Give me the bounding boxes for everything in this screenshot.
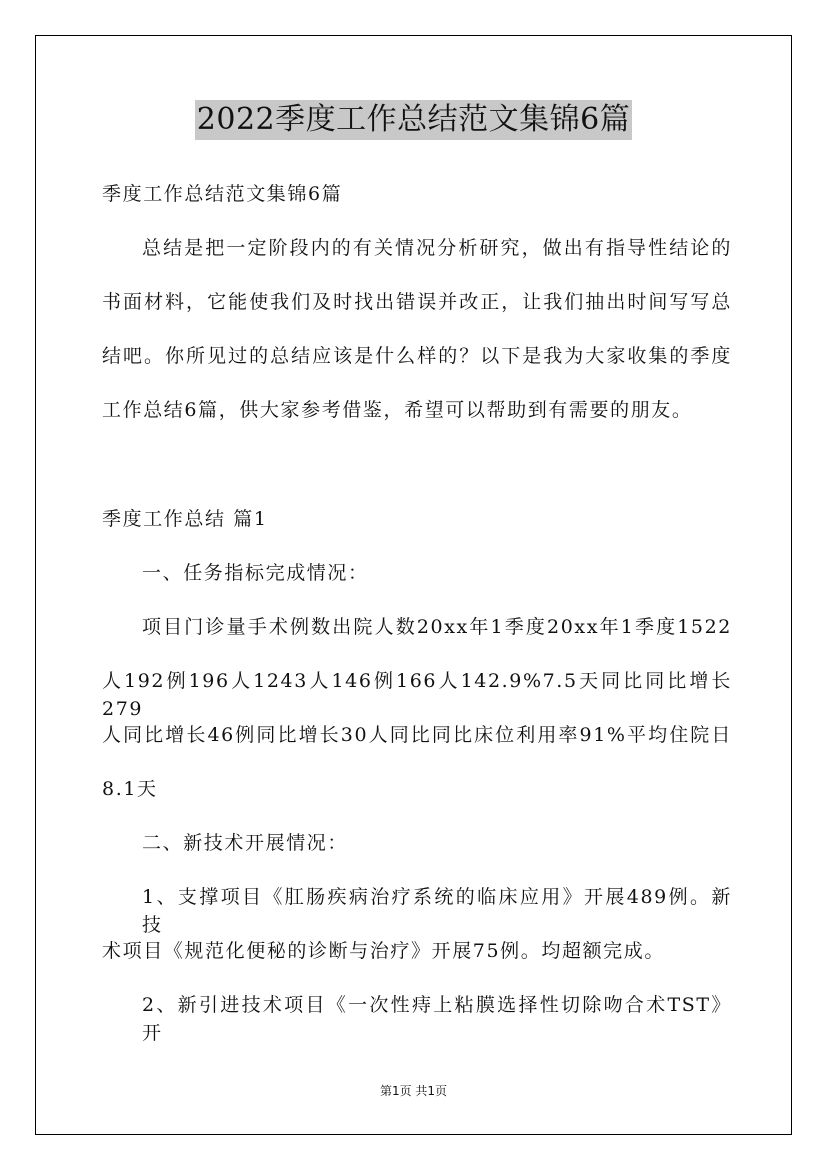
paragraph-line: 1、支撑项目《肛肠疾病治疗系统的临床应用》开展489例。新技	[142, 886, 732, 936]
paragraph-line: 人192例196人1243人146例166人142.9%7.5天同比同比增长279	[102, 670, 732, 720]
paragraph-line: 术项目《规范化便秘的诊断与治疗》开展75例。均超额完成。	[102, 940, 665, 962]
paragraph-line: 总结是把一定阶段内的有关情况分析研究，做出有指导性结论的	[142, 237, 732, 259]
subheading: 二、新技术开展情况：	[142, 832, 349, 854]
paragraph-line: 人同比增长46例同比增长30人同比同比床位利用率91%平均住院日	[102, 724, 732, 746]
paragraph-line: 2、新引进技术项目《一次性痔上粘膜选择性切除吻合术TST》开	[142, 994, 732, 1044]
page-footer: 第1页 共1页	[379, 1084, 448, 1098]
paragraph-line: 工作总结6篇，供大家参考借鉴，希望可以帮助到有需要的朋友。	[102, 399, 693, 421]
paragraph-line: 项目门诊量手术例数出院人数20xx年1季度20xx年1季度1522	[142, 616, 732, 638]
subheading: 一、任务指标完成情况：	[142, 562, 369, 584]
paragraph-line: 8.1天	[102, 778, 158, 800]
paragraph-line: 结吧。你所见过的总结应该是什么样的？以下是我为大家收集的季度	[102, 345, 732, 367]
subtitle: 季度工作总结范文集锦6篇	[102, 183, 343, 205]
document-title: 2022季度工作总结范文集锦6篇	[195, 100, 632, 140]
title-area	[0, 100, 827, 140]
paragraph-line: 书面材料，它能使我们及时找出错误并改正，让我们抽出时间写写总	[102, 291, 732, 313]
section-heading: 季度工作总结 篇1	[102, 508, 268, 530]
